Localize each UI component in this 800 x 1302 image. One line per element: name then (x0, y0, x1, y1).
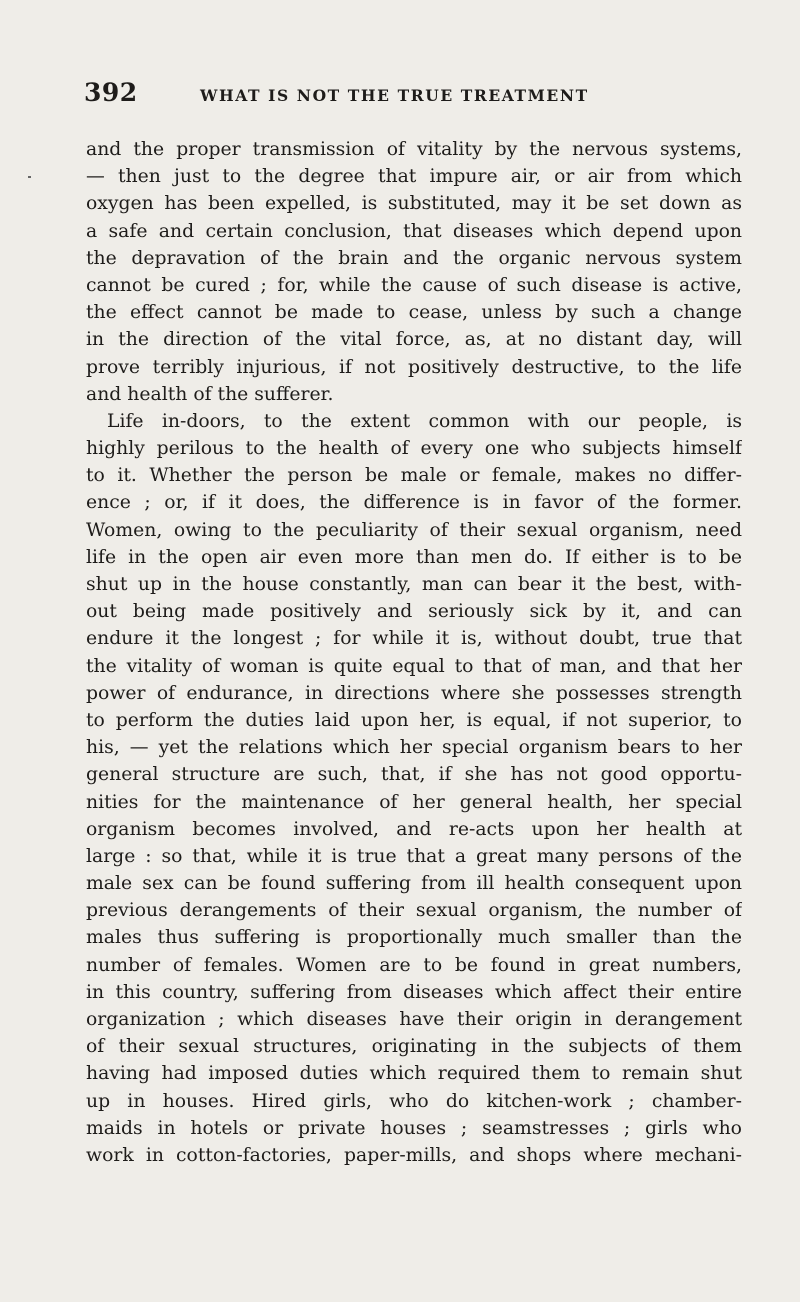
text-line: shut up in the house constantly, man can bear it the best, with- (86, 574, 742, 595)
page-header (84, 78, 744, 118)
text-line: of their sexual structures, originating in the subjects of them (86, 1036, 742, 1058)
text-line: male sex can be found suffering from ill health consequent upon (86, 873, 742, 895)
text-line: power of endurance, in directions where she possesses strength (86, 682, 742, 704)
text-line: highly perilous to the health of every one who subjects himself (86, 438, 742, 460)
text-line: the depravation of the brain and the organic nervous system (86, 247, 742, 269)
text-line: large : so that, while it is true that a great many persons of the (86, 845, 742, 867)
text-line: up in houses. Hired girls, who do kitchen-work ; chamber- (86, 1090, 742, 1112)
text-line: — then just to the degree that impure air, or air from which (86, 166, 742, 188)
text-line: endure it the longest ; for while it is, without doubt, true that (86, 628, 742, 650)
running-head: WHAT IS NOT THE TRUE TREATMENT (200, 86, 589, 105)
text-line: Women, owing to the peculiarity of their sexual organism, need (86, 519, 742, 541)
text-line: cannot be cured ; for, while the cause of such disease is active, (86, 274, 742, 296)
text-line: Life in-doors, to the extent common with our people, is (107, 410, 742, 432)
text-line: organization ; which diseases have their origin in derangement (86, 1009, 742, 1030)
body-text (86, 136, 742, 1169)
text-line: a safe and certain conclusion, that diseases which depend upon (86, 220, 742, 242)
text-line: his, — yet the relations which her special organism bears to her (86, 737, 742, 759)
text-line: having had imposed duties which required them to remain shut (86, 1063, 742, 1085)
text-line: number of females. Women are to be found in great numbers, (86, 954, 742, 976)
text-line: out being made positively and seriously sick by it, and can (86, 601, 742, 623)
text-line: prove terribly injurious, if not positively destructive, to the life (86, 356, 742, 378)
text-line: males thus suffering is proportionally much smaller than the (86, 927, 742, 949)
text-line: organism becomes involved, and re-acts upon her health at (86, 818, 742, 840)
page-number: 392 (84, 78, 138, 107)
text-line: and health of the sufferer. (86, 383, 334, 405)
text-line: in this country, suffering from diseases which affect their entire (86, 981, 742, 1003)
margin-mark (28, 176, 31, 178)
text-line: the effect cannot be made to cease, unless by such a change (86, 302, 742, 324)
text-line: previous derangements of their sexual organism, the number of (86, 900, 742, 922)
text-line: general structure are such, that, if she has not good opportu- (86, 764, 742, 786)
text-line: in the direction of the vital force, as, at no distant day, will (86, 329, 742, 351)
text-line: life in the open air even more than men do. If either is to be (86, 546, 742, 568)
text-line: the vitality of woman is quite equal to that of man, and that her (86, 655, 742, 677)
text-line: work in cotton-factories, paper-mills, and shops where mechani- (86, 1144, 742, 1166)
text-line: maids in hotels or private houses ; seamstresses ; girls who (86, 1117, 742, 1139)
text-line: and the proper transmission of vitality by the nervous systems, (86, 139, 742, 160)
text-line: nities for the maintenance of her general health, her special (86, 791, 742, 813)
text-line: oxygen has been expelled, is substituted, may it be set down as (86, 193, 742, 215)
text-line: ence ; or, if it does, the difference is in favor of the former. (86, 492, 742, 514)
text-line: to perform the duties laid upon her, is equal, if not superior, to (86, 709, 742, 731)
text-line: to it. Whether the person be male or female, makes no differ- (86, 465, 742, 487)
